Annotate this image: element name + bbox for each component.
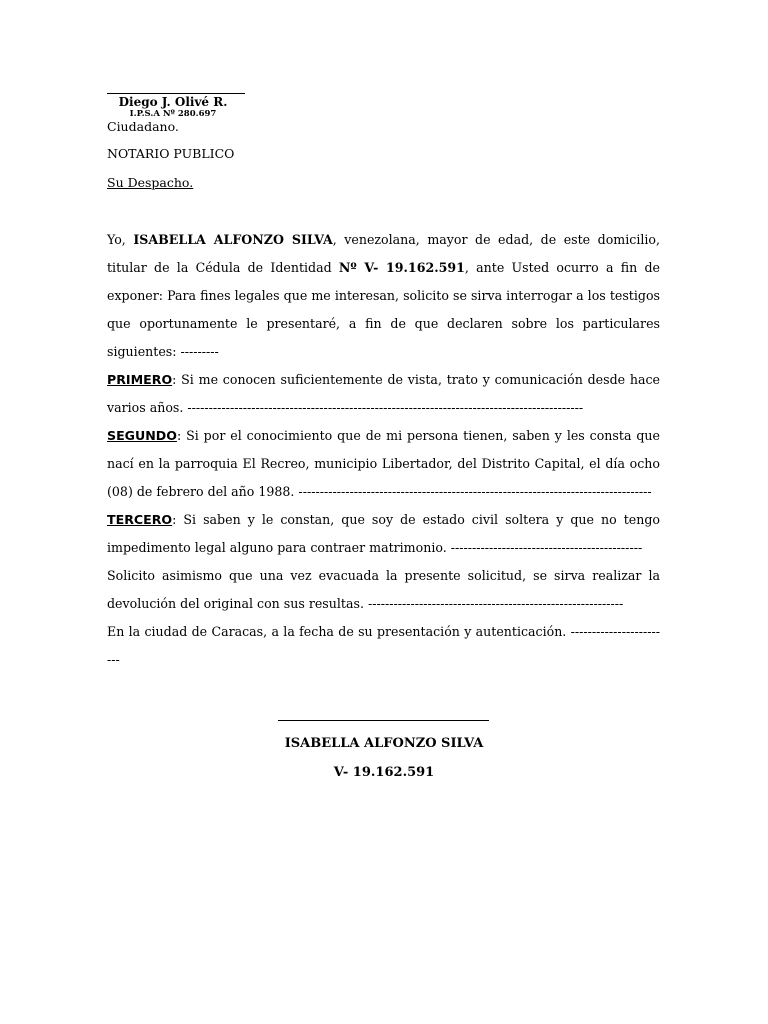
third-text: : Si saben y le constan, que soy de estado civil soltera y que no tengo impedimento legal alguno para contraer matrimonio. ---------------------------------------------	[107, 512, 660, 555]
signatory-id: V- 19.162.591	[333, 765, 435, 780]
lawyer-name: Diego J. Olivé R.	[118, 95, 228, 109]
intro-text: , venezolana, mayor de edad, de este domicilio, titular de la Cédula de Identidad	[107, 232, 661, 275]
intro-text: Yo,	[107, 232, 134, 247]
third-point	[107, 506, 660, 562]
applicant-id: Nº V- 19.162.591	[338, 260, 465, 275]
addressee-salutation: Ciudadano.	[107, 119, 179, 134]
header-signature-line	[107, 93, 245, 94]
first-point	[107, 366, 660, 422]
second-label: SEGUNDO	[107, 428, 177, 443]
intro-paragraph	[107, 226, 660, 366]
closing-paragraph: En la ciudad de Caracas, a la fecha de su presentación y autenticación. ------------------------	[107, 624, 660, 667]
second-point	[107, 422, 660, 506]
first-text: : Si me conocen suficientemente de vista, trato y comunicación desde hace varios años. ---------------------------------------------------------------------------------------------	[107, 372, 660, 415]
applicant-name: ISABELLA ALFONZO SILVA	[133, 232, 333, 247]
intro-text: , ante Usted ocurro a fin de exponer: Para fines legales que me interesan, solicito se sirva interrogar a los testigos que oportunamente le presentaré, a fin de que declaren sobre los particulares siguientes: ---------	[107, 260, 660, 359]
second-text: : Si por el conocimiento que de mi persona tienen, saben y les consta que nací en la parroquia El Recreo, municipio Libertador, del Distrito Capital, el día ocho (08) de febrero del año 1988. -----------------------------------------------------------------------------------	[107, 428, 660, 499]
addressee-title: NOTARIO PUBLICO	[107, 146, 235, 161]
first-label: PRIMERO	[107, 372, 173, 387]
third-label: TERCERO	[107, 512, 173, 527]
signatory-name: ISABELLA ALFONZO SILVA	[284, 736, 484, 751]
addressee-office: Su Despacho.	[107, 175, 194, 190]
request-paragraph: Solicito asimismo que una vez evacuada la presente solicitud, se sirva realizar la devolución del original con sus resultas. ------------------------------------------------------------	[107, 568, 660, 611]
signature-line	[278, 720, 489, 721]
document-body	[107, 226, 660, 674]
lawyer-registration: I.P.S.A Nº 280.697	[129, 109, 217, 119]
